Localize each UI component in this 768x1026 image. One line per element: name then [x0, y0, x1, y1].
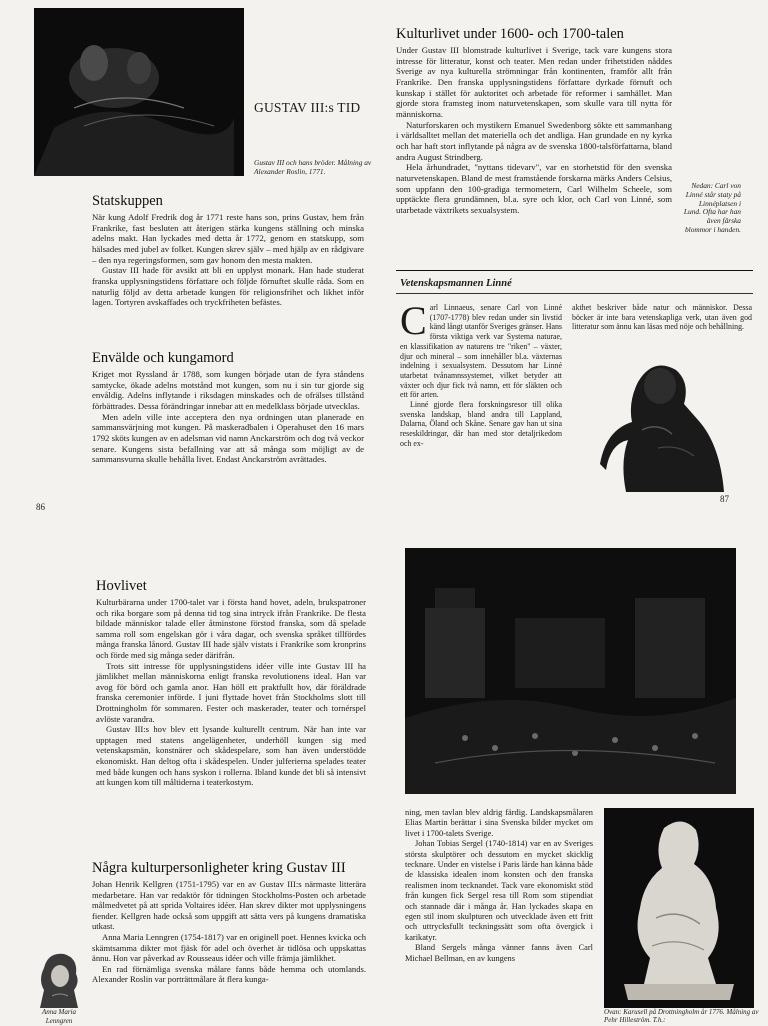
dropcap: C — [400, 298, 427, 343]
linne-box-col1 — [400, 298, 562, 449]
paragraph: Kulturbärarna under 1700-talet var i första hand hovet, adeln, brukspatroner och rika borgare som på denna tid tog sina intryck ifrån Frankrike. De flesta bildade människor talade eller åtminstone förstod franska, som då spelade samma roll som engelskan gör i våra dagar, och svenska språket tillfördes många franska lånord. Gustav III hade själv vistats i Frankrike som kronprins och förde med sig många seder därifrån. — [96, 597, 366, 660]
paragraph: arl Linnaeus, senare Carl von Linné (1707-1778) blev redan under sin livstid känd långt utanför Sveriges gränser. Hans första viktiga verk var Systema naturae, en klassifikation av naturens tre "riken" – växter, djur och mineral – som innehåller bl.a. växternas indelning i sexualsystem. Dessutom har Linné utarbetat tvånamnssystemet, vilket betyder att växter och djur fick två namn, ett för släkten och ett för arten. — [400, 303, 562, 400]
paragraph: En rad förnämliga svenska målare fanns både hemma och utomlands. Alexander Roslin var porträttmålare åt flera kunga- — [92, 963, 366, 985]
linne-side-caption: Nedan: Carl von Linné står staty på Linnéplatsen i Lund. Ofta har han även färska blommor i handen. — [683, 181, 741, 234]
chapter-title: GUSTAV III:s TID — [254, 100, 361, 115]
linne-box-heading: Vetenskapsmannen Linné — [400, 278, 512, 289]
paragraph: Anna Maria Lenngren (1754-1817) var en originell poet. Hennes kvicka och skämtsamma dikter mot fjäsk för adel och överhet är tidlösa och uppskattas ännu. Hon var påverkad av Rousseaus idéer och ville främja jämlikhet. — [92, 931, 366, 964]
section-heading: Statskuppen — [92, 193, 163, 209]
gustav-iii-painting — [34, 8, 244, 176]
paragraph: När kung Adolf Fredrik dog år 1771 reste hans son, prins Gustav, hem från Frankrike, fast besluten att återigen stärka kungens ställning och minska adelns makt. Han lyckades med detta år 1772, genom en statskupp, som hälsades med jubel av folket. Kungen skrev själv – med hjälp av en rådgivare – den nya regeringsformen, som gav honom den mesta makten. — [92, 212, 364, 265]
paragraph: Gustav III hade för avsikt att bli en upplyst monark. Han hade studerat franska upplysningstidens författare och följde förnuftet skulle råda. Som en naturlig följd av detta arbetade kungen för religionsfrihet och likhet inför lagen. Tortyren avskaffades och tryckfriheten befästes. — [92, 265, 364, 308]
paragraph: Naturforskaren och mystikern Emanuel Swedenborg sökte ett sammanhang i världsalltet mellan det materiella och det andliga. Han grundade en ny kyrka och har haft stort inflytande på några av de svenska 1800-talsförfattarna, bland andra August Strindberg. — [396, 119, 672, 162]
paragraph: Gustav III:s hov blev ett lysande kulturellt centrum. När han inte var upptagen med statens angelägenheter, underhöll kungen sig med vetenskapsmän, konstnärer och skådespelare, som han även understödde ekonomiskt. Han deltog ofta i skådespelen. Under julferierna spelades teater med både kungen och hans syskon i rollerna. Ibland kunde det bli så intensivt att kungen kom till måltiderna i teaterkostym. — [96, 724, 366, 788]
linne-statue-photo — [598, 352, 730, 492]
paragraph: Men adeln ville inte acceptera den nya ordningen utan planerade en sammansvärjning mot kungen. På maskeradbalen i Operahuset den 16 mars 1792 sköts kungen av en adelsman vid namn Anckarström och dog två veckor senare. Kungens sista befallning var att så många som möjligt av de sammansvurna skulle behålla livet. Endast Anckarström avrättades. — [92, 411, 364, 465]
paragraph: Kriget mot Ryssland år 1788, som kungen började utan de fyra ståndens samtycke, ökade adelns motstånd mot kungen, som nu i sin tur gjorde sig envåldig. Adelns inflytande i riksdagen minskades och de ofrälses tillstånd förbättrades. Dessa förändringar innebar att en medelklass började utvecklas. — [92, 369, 364, 411]
section-body — [96, 597, 366, 788]
box-rule — [396, 270, 753, 271]
paragraph: akthet beskriver både natur och människor. Dessa böcker är inte bara vetenskapliga verk, utan även god litteratur som ännu kan läsas med nöje och behållning. — [572, 303, 752, 332]
paragraph: Hela århundradet, "nyttans tidevarv", var en storhetstid för den svenska naturvetenskapen. Bland de mest framstående forskarna märks Anders Celsius, som uppfann den 100-gradiga termometern, Carl Wilhelm Scheele, som upptäckte flera grundämnen, bl.a. syre och klor, och Carl von Linné, som utarbetade växtrikets sexualsystem. — [396, 162, 672, 215]
section-heading: Envälde och kungamord — [92, 350, 234, 366]
painting-caption: Gustav III och hans bröder. Målning av Alexander Roslin, 1771. — [254, 158, 372, 176]
paragraph: Linné gjorde flera forskningsresor till olika svenska landskap, bland andra till Lappland, Dalarna, Öland och Skåne. Senare gav han ut sina reseskildringar, där han med stor detaljrikedom och ex- — [400, 400, 562, 448]
page-number-left: 86 — [36, 502, 45, 512]
section-body — [396, 45, 672, 216]
section-body — [92, 879, 366, 985]
section-heading: Kulturlivet under 1600- och 1700-talen — [396, 26, 624, 42]
carousel-painting — [405, 548, 736, 794]
paragraph: Bland Sergels många vänner fanns även Carl Michael Bellman, en av kungens — [405, 943, 593, 963]
paragraph: Johan Tobias Sergel (1740-1814) var en av Sveriges största skulptörer och dessutom en mycket skicklig tecknare. Under en vistelse i Paris lärde han känna både de klassiska idealen inom konsten och den franska realismen inom tecknandet. Tack vare ekonomiskt stöd från kungen fick Sergel resa till Rom som stipendiat och stannade där i många år. Han lyckades skapa en egen stil inom skulpturen och utvecklade även ett fritt och uttrycksfullt teckningssätt som ofta övergick i karikatyr. — [405, 839, 593, 942]
paragraph: ning, men tavlan blev aldrig färdig. Landskapsmålaren Elias Martin berättar i sina Svenska bilder mycket om livet i 1700-talets Sverige. — [405, 808, 593, 838]
paragraph: Under Gustav III blomstrade kulturlivet i Sverige, tack vare kungens stora intresse för litteratur, konst och teater. Men redan under frihetstiden nåddes Sverige av nya kulturella strömningar från kontinenten, framför allt från Frankrike. Den franska upplysningstidens författare dyrkade förnuft och kunskap i stället för auktoritet och arbetade för reformer i samhället. Man gjorde stora framsteg inom naturvetenskapen, som skulle vara till nytta för människorna. — [396, 45, 672, 119]
bottom-caption: Ovan: Karusell på Drottningholm år 1776. Målning av Pehr Hilleström. T.h.: — [604, 1008, 759, 1024]
sergel-sculpture-photo — [604, 808, 754, 1008]
paragraph: Trots sitt intresse för upplysningstidens idéer ville inte Gustav III ha jämlikhet mellan människorna enligt franska revolutionens ideal. Han var avog för börd och gamla anor. Han höll ett praktfullt hov, där föräldrade franska ceremonier införde. I juni flyttade hovet från Stockholms slott till Drottningholm för sommaren. Fester och maskerader, teater och tornérspel avlöste varandra. — [96, 660, 366, 724]
section-body — [92, 369, 364, 465]
page-number-right: 87 — [720, 494, 729, 504]
section-heading: Några kulturpersonligheter kring Gustav III — [92, 860, 346, 876]
section-hovlivet — [96, 578, 366, 788]
section-envalde — [92, 350, 364, 465]
linne-box-col2 — [572, 303, 752, 332]
section-kulturlivet — [396, 26, 672, 216]
section-statskuppen — [92, 193, 364, 308]
section-body — [92, 212, 364, 308]
lenngren-caption: Anna Maria Lenngren — [41, 1008, 77, 1025]
section-heading: Hovlivet — [96, 578, 147, 594]
bottom-right-column — [405, 808, 593, 964]
paragraph: Johan Henrik Kellgren (1751-1795) var en av Gustav III:s närmaste litterära medarbetare. Han var redaktör för tidningen Stockholms-Posten och arbetade målmedvetet på att sprida Voltaires idéer. Han skrev dikter mot upplysningens fiender. Kellgren hade också som uppgift att sätta vers på kungens dramatiska utkast. — [92, 879, 366, 932]
section-kulturpersonligheter — [92, 860, 366, 985]
lenngren-portrait — [34, 950, 84, 1008]
box-rule-thin — [396, 293, 753, 294]
